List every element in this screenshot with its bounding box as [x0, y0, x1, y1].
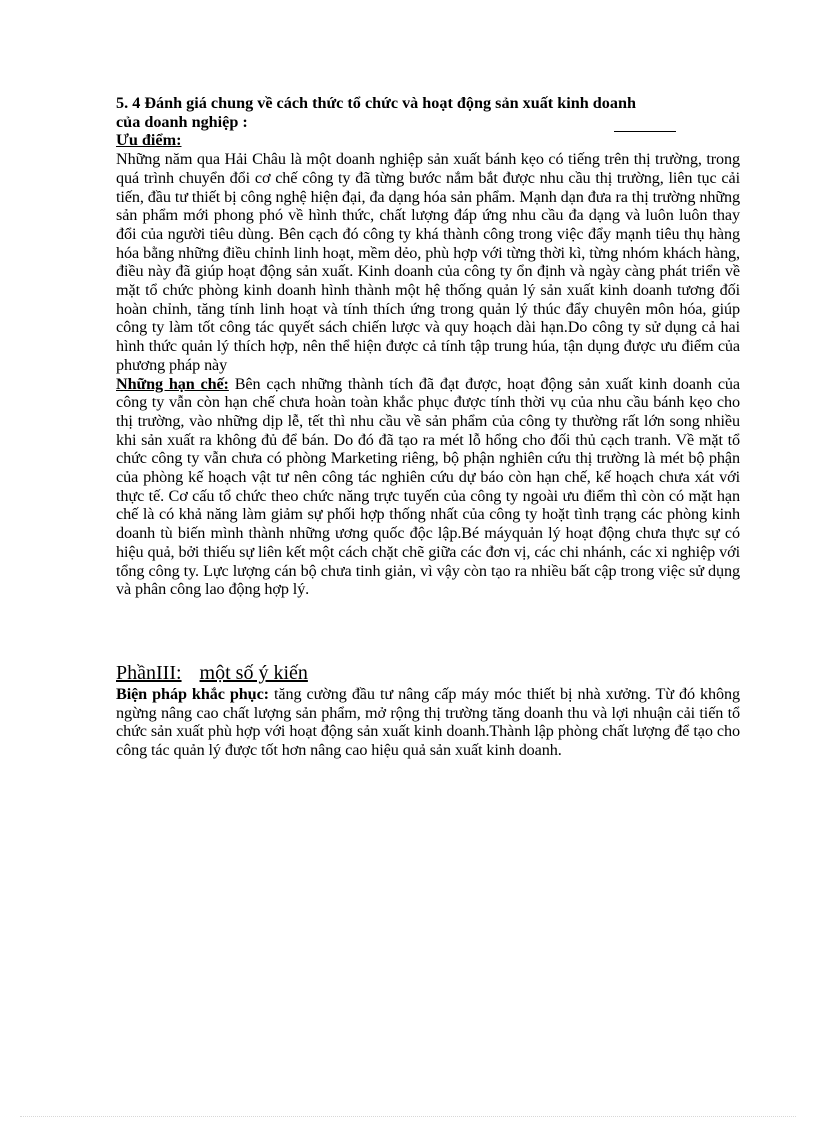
part-three-title — [116, 661, 740, 685]
heading-rule-divider — [614, 131, 676, 132]
part-three-label: PhầnIII: — [116, 661, 182, 684]
page-bottom-dotted-divider — [20, 1116, 796, 1117]
measures-label: Biện pháp khắc phục: — [116, 684, 269, 703]
section-heading-line-2: của doanh nghiệp : — [116, 112, 248, 131]
advantages-paragraph: Những năm qua Hải Châu là một doanh nghiệp sản xuất bánh kẹo có tiếng trên thị trường, trong quá trình chuyển đổi cơ chế công ty đã từng bước nắm bắt được nhu cầu thị trường, liên tục cải tiến, đầu tư thiết bị công nghệ hiện đại, đa dạng hóa sản phẩm. Mạnh dạn đưa ra thị trường những sản phẩm mới phong phó về hình thức, chất lượng đáp ứng nhu cầu đa dạng và luôn luôn thay đổi của người tiêu dùng. Bên cạch đó công ty khá thành công trong việc đẩy mạnh tiêu thụ hàng hóa bằng những điều chỉnh linh hoạt, mềm dẻo, phù hợp với từng thời kì, từng nhóm khách hàng, điều này đã giúp hoạt động sản xuất. Kinh doanh của công ty ổn định và ngày càng phát triển về mặt tổ chức phòng kinh doanh hình thành một hệ thống quản lý sản xuất kinh doanh tương đối hoàn chỉnh, tăng tính linh hoạt và tính thích ứng trong quản lý thúc đẩy chuyên môn hóa, giúp công ty làm tốt công tác quyết sách chiến lược và quy hoạch dài hạn.Do công ty sử dụng cả hai hình thức quản lý thích hợp, nên thể hiện được cả tính tập trung húa, tận dụng được ưu điểm của phương pháp này — [116, 150, 740, 374]
advantages-heading: Ưu điểm: — [116, 131, 182, 150]
section-heading — [116, 94, 740, 131]
document-page — [116, 94, 740, 760]
measures-text: tăng cường đầu tư nâng cấp máy móc thiết bị nhà xưởng. Từ đó không ngừng nâng cao chất lượng sản phẩm, mở rộng thị trường tăng doanh thu và lợi nhuận cải tiến tổ chức sản xuất phù hợp với hoạt động sản xuất kinh doanh.Thành lập phòng chất lượng để tạo cho công tác quản lý được tốt hơn nâng cao hiệu quả sản xuất kinh doanh. — [116, 684, 741, 760]
limitations-text: Bên cạch những thành tích đã đạt được, hoạt động sản xuất kinh doanh của công ty vẫn còn hạn chế chưa hoàn toàn khắc phục được tính thời vụ của nhu cầu bánh kẹo cho thị trường, vào những dịp lễ, tết thì nhu cầu về sản phẩm của công ty thường rất lớn song nhiều khi sản xuất ra không đủ để bán. Do đó đã tạo ra mét lỗ hổng cho đối thủ cạch tranh. Về mặt tổ chức công ty vẫn chưa có phòng Marketing riêng, bộ phận nghiên cứu thị trường là mét bộ phận của phòng kế hoạch vật tư nên công tác nghiên cứu dự báo còn hạn chế, kế hoạch chưa xát với thực tế. Cơ cấu tổ chức theo chức năng trực tuyến của công ty ngoài ưu điểm thì còn có mặt hạn chế là có khả năng làm giảm sự phối hợp thống nhất của công ty hoặt tình trạng các phòng kinh doanh tù biến mình thành những ương quốc độc lập.Bé máyquản lý hoạt động chưa thực sự có hiệu quả, bởi thiếu sự liên kết một cách chặt chẽ giữa các đơn vị, các chi nhánh, các xi nghiệp với tổng công ty. Lực lượng cán bộ chưa tinh giản, vì vậy còn tạo ra nhiều bất cập trong việc sử dụng và phân công lao động hợp lý. — [116, 374, 740, 599]
measures-paragraph — [116, 685, 740, 760]
limitations-paragraph — [116, 375, 740, 599]
part-three-subtitle: một số ý kiến — [199, 661, 308, 684]
limitations-label: Những hạn chế: — [116, 374, 229, 393]
section-heading-line-1: 5. 4 Đánh giá chung về cách thức tổ chức và hoạt động sản xuất kinh doanh — [116, 94, 636, 112]
